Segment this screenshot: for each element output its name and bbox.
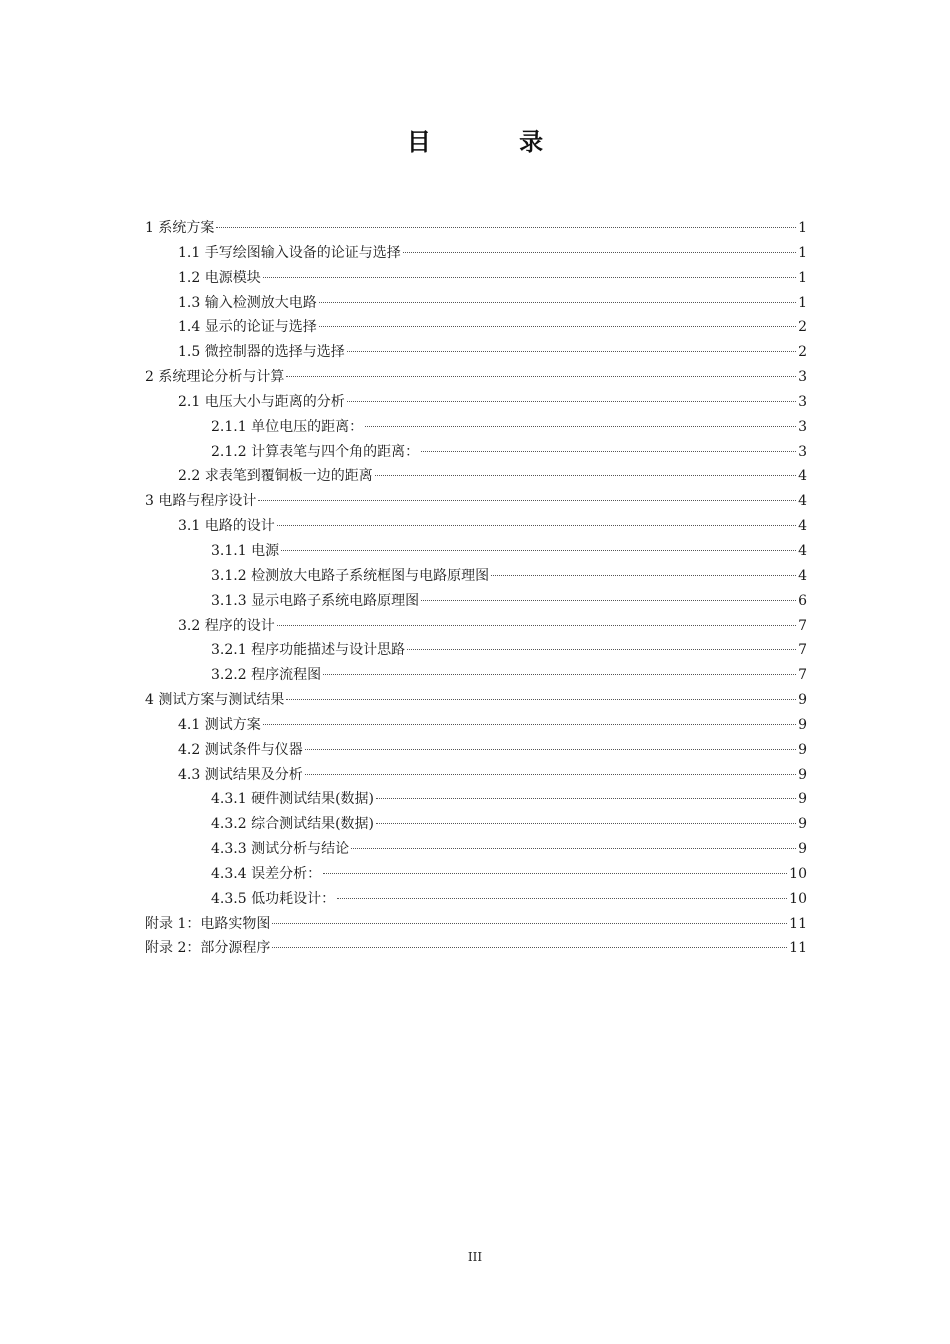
toc-entry[interactable]: [145, 936, 807, 961]
dot-leader: [277, 625, 796, 626]
toc-entry-label: 4.3.4 误差分析：: [211, 865, 322, 882]
toc-entry-page-number: 1: [798, 244, 807, 261]
toc-entry-label: 3.2.1 程序功能描述与设计思路: [211, 642, 406, 659]
toc-entry-page-number: 9: [798, 716, 807, 733]
toc-entry-page-number: 7: [798, 617, 807, 634]
toc-entry-page-number: 3: [798, 418, 807, 435]
toc-entry-label: 3.1.1 电源: [211, 542, 280, 559]
dot-leader: [351, 848, 796, 849]
toc-entry-page-number: 4: [798, 542, 807, 559]
toc-entry[interactable]: [145, 787, 807, 812]
toc-entry-label: 3.1 电路的设计: [178, 518, 275, 535]
toc-entry-label: 4.3.1 硬件测试结果(数据): [211, 791, 374, 808]
toc-entry-page-number: 4: [798, 493, 807, 510]
toc-entry-page-number: 1: [798, 294, 807, 311]
dot-leader: [305, 749, 796, 750]
toc-entry[interactable]: [145, 365, 807, 390]
toc-entry-page-number: 4: [798, 567, 807, 584]
toc-entry-label: 3 电路与程序设计: [145, 493, 257, 510]
toc-entry-label: 2 系统理论分析与计算: [145, 369, 285, 386]
dot-leader: [216, 227, 796, 228]
dot-leader: [305, 774, 796, 775]
dot-leader: [281, 550, 796, 551]
toc-entry-page-number: 9: [798, 816, 807, 833]
toc-entry[interactable]: [145, 291, 807, 316]
toc-entry-page-number: 11: [789, 915, 807, 932]
toc-entry-label: 4 测试方案与测试结果: [145, 692, 285, 709]
toc-entry-label: 2.1.2 计算表笔与四个角的距离：: [211, 443, 420, 460]
dot-leader: [319, 302, 796, 303]
toc-entry-page-number: 9: [798, 791, 807, 808]
dot-leader: [277, 525, 796, 526]
toc-entry-page-number: 4: [798, 518, 807, 535]
toc-entry-page-number: 9: [798, 766, 807, 783]
toc-entry[interactable]: [145, 266, 807, 291]
table-of-contents: [145, 216, 807, 961]
toc-entry[interactable]: [145, 614, 807, 639]
toc-entry-label: 2.2 求表笔到覆铜板一边的距离: [178, 468, 373, 485]
toc-entry-label: 2.1 电压大小与距离的分析: [178, 393, 345, 410]
toc-entry-label: 1.5 微控制器的选择与选择: [178, 344, 345, 361]
dot-leader: [491, 575, 796, 576]
dot-leader: [375, 475, 796, 476]
toc-entry[interactable]: [145, 514, 807, 539]
toc-entry-label: 4.3.2 综合测试结果(数据): [211, 816, 374, 833]
toc-entry[interactable]: [145, 663, 807, 688]
toc-entry-page-number: 10: [789, 865, 807, 882]
toc-entry[interactable]: [145, 539, 807, 564]
toc-entry-page-number: 1: [798, 220, 807, 236]
toc-entry-label: 4.3.3 测试分析与结论: [211, 841, 350, 858]
toc-entry-label: 1.2 电源模块: [178, 269, 261, 286]
toc-entry-page-number: 3: [798, 369, 807, 386]
toc-entry[interactable]: [145, 464, 807, 489]
toc-entry-page-number: 2: [798, 319, 807, 336]
dot-leader: [376, 823, 796, 824]
toc-entry-label: 3.1.3 显示电路子系统电路原理图: [211, 592, 420, 609]
toc-entry-page-number: 1: [798, 269, 807, 286]
dot-leader: [323, 674, 796, 675]
toc-entry-label: 3.2.2 程序流程图: [211, 667, 322, 684]
dot-leader: [376, 798, 796, 799]
toc-entry-label: 附录 1：电路实物图: [145, 915, 271, 932]
toc-entry-label: 3.1.2 检测放大电路子系统框图与电路原理图: [211, 567, 490, 584]
dot-leader: [347, 351, 796, 352]
toc-entry-label: 1.1 手写绘图输入设备的论证与选择: [178, 244, 401, 261]
toc-entry-page-number: 9: [798, 692, 807, 709]
page-number: III: [467, 1250, 483, 1264]
dot-leader: [272, 947, 787, 948]
toc-entry[interactable]: [145, 589, 807, 614]
toc-entry-page-number: 10: [789, 890, 807, 907]
toc-entry-label: 附录 2：部分源程序: [145, 940, 271, 957]
toc-entry[interactable]: [145, 489, 807, 514]
toc-entry[interactable]: [145, 638, 807, 663]
toc-entry[interactable]: [145, 713, 807, 738]
dot-leader: [421, 600, 796, 601]
dot-leader: [421, 451, 796, 452]
toc-entry[interactable]: [145, 912, 807, 937]
dot-leader: [286, 699, 796, 700]
toc-entry-label: 4.3.5 低功耗设计：: [211, 890, 336, 907]
toc-entry-page-number: 7: [798, 642, 807, 659]
toc-entry-label: 4.1 测试方案: [178, 716, 261, 733]
toc-entry-label: 4.2 测试条件与仪器: [178, 741, 303, 758]
dot-leader: [407, 649, 796, 650]
dot-leader: [347, 401, 796, 402]
toc-entry-page-number: 6: [798, 592, 807, 609]
toc-entry-page-number: 2: [798, 344, 807, 361]
toc-entry[interactable]: [145, 440, 807, 465]
toc-entry-label: 3.2 程序的设计: [178, 617, 275, 634]
toc-entry-page-number: 11: [789, 940, 807, 957]
toc-entry[interactable]: [145, 216, 807, 241]
toc-entry[interactable]: [145, 315, 807, 340]
toc-entry[interactable]: [145, 763, 807, 788]
toc-entry[interactable]: [145, 837, 807, 862]
toc-entry[interactable]: [145, 564, 807, 589]
toc-entry[interactable]: [145, 688, 807, 713]
dot-leader: [272, 923, 787, 924]
dot-leader: [319, 326, 796, 327]
toc-entry-page-number: 9: [798, 841, 807, 858]
dot-leader: [286, 376, 796, 377]
toc-entry[interactable]: [145, 887, 807, 912]
toc-entry[interactable]: [145, 862, 807, 887]
toc-entry-page-number: 9: [798, 741, 807, 758]
toc-entry[interactable]: [145, 415, 807, 440]
dot-leader: [365, 426, 796, 427]
dot-leader: [337, 898, 787, 899]
toc-entry-page-number: 3: [798, 443, 807, 460]
dot-leader: [258, 500, 796, 501]
toc-entry-page-number: 7: [798, 667, 807, 684]
toc-entry-label: 1 系统方案: [145, 220, 215, 236]
toc-entry-label: 1.3 输入检测放大电路: [178, 294, 317, 311]
page-title: 目 录: [406, 128, 584, 156]
toc-entry-label: 1.4 显示的论证与选择: [178, 319, 317, 336]
toc-entry-label: 2.1.1 单位电压的距离：: [211, 418, 364, 435]
toc-entry[interactable]: [145, 812, 807, 837]
toc-entry-label: 4.3 测试结果及分析: [178, 766, 303, 783]
toc-entry-page-number: 4: [798, 468, 807, 485]
dot-leader: [323, 873, 787, 874]
toc-entry[interactable]: [145, 390, 807, 415]
toc-entry[interactable]: [145, 340, 807, 365]
dot-leader: [263, 277, 796, 278]
dot-leader: [263, 724, 796, 725]
toc-entry[interactable]: [145, 738, 807, 763]
toc-entry-page-number: 3: [798, 393, 807, 410]
dot-leader: [403, 252, 796, 253]
toc-entry[interactable]: [145, 241, 807, 266]
